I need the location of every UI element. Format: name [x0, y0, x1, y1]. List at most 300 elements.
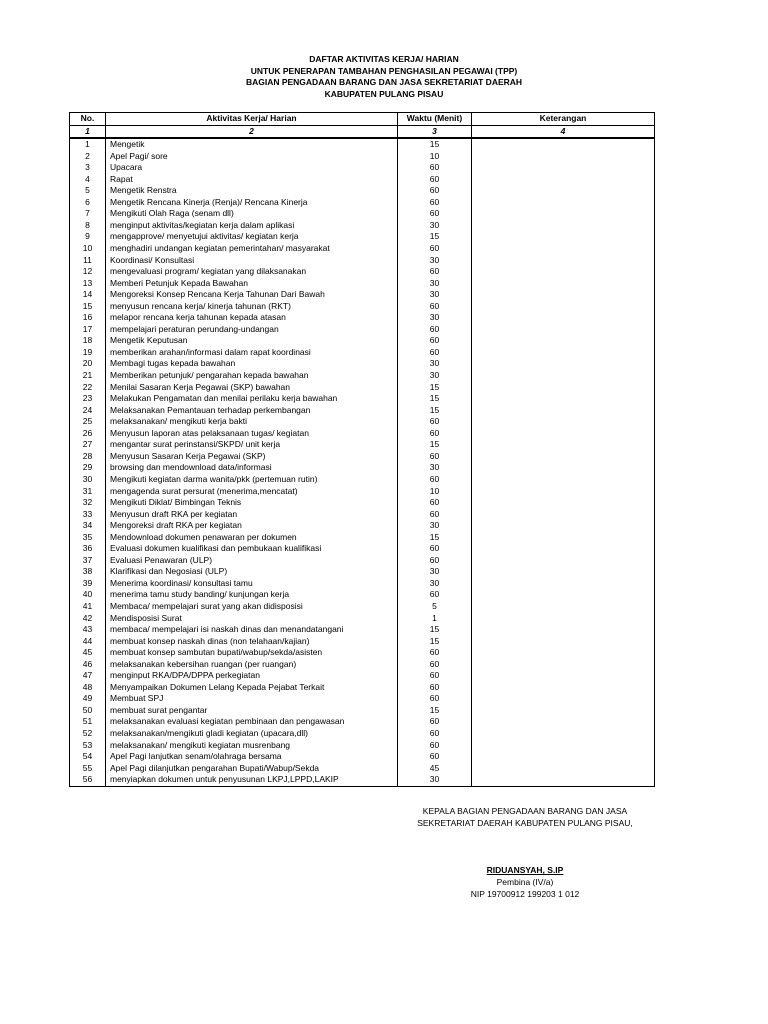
table-row — [70, 138, 655, 151]
row-remark — [472, 474, 655, 486]
row-duration: 60 — [398, 474, 472, 486]
row-number: 1 — [70, 138, 106, 151]
table-row — [70, 208, 655, 220]
row-remark — [472, 439, 655, 451]
activity-table — [69, 112, 655, 787]
row-activity: Melaksanakan Pemantauan terhadap perkembangan — [106, 405, 398, 417]
row-duration: 60 — [398, 543, 472, 555]
table-row — [70, 497, 655, 509]
table-row — [70, 185, 655, 197]
row-remark — [472, 370, 655, 382]
signature-position-line-2: SEKRETARIAT DAERAH KABUPATEN PULANG PISAU, — [417, 818, 633, 828]
table-row — [70, 347, 655, 359]
table-row — [70, 566, 655, 578]
row-remark — [472, 636, 655, 648]
row-duration: 30 — [398, 255, 472, 267]
row-activity: menginput RKA/DPA/DPPA perkegiatan — [106, 670, 398, 682]
row-duration: 60 — [398, 335, 472, 347]
row-remark — [472, 405, 655, 417]
row-duration: 60 — [398, 659, 472, 671]
row-activity: Rapat — [106, 174, 398, 186]
signatory-name: RIDUANSYAH, S.IP — [486, 865, 564, 875]
row-remark — [472, 774, 655, 786]
table-row — [70, 589, 655, 601]
signatory-nip: NIP 19700912 199203 1 012 — [470, 889, 580, 899]
table-body — [70, 138, 655, 786]
row-number: 47 — [70, 670, 106, 682]
row-duration: 15 — [398, 705, 472, 717]
table-row — [70, 693, 655, 705]
row-activity: Evaluasi Penawaran (ULP) — [106, 555, 398, 567]
table-row — [70, 705, 655, 717]
table-row — [70, 716, 655, 728]
row-number: 42 — [70, 613, 106, 625]
row-remark — [472, 659, 655, 671]
row-number: 46 — [70, 659, 106, 671]
row-remark — [472, 613, 655, 625]
signature-block — [395, 805, 655, 829]
row-remark — [472, 289, 655, 301]
table-row — [70, 763, 655, 775]
row-remark — [472, 740, 655, 752]
row-duration: 15 — [398, 624, 472, 636]
row-number: 20 — [70, 358, 106, 370]
column-header-keterangan: Keterangan — [472, 113, 655, 126]
row-duration: 10 — [398, 151, 472, 163]
column-number-2: 2 — [106, 125, 398, 138]
row-activity: Mengetik Rencana Kinerja (Renja)/ Rencana Kinerja — [106, 197, 398, 209]
row-duration: 15 — [398, 393, 472, 405]
row-remark — [472, 382, 655, 394]
row-number: 36 — [70, 543, 106, 555]
row-remark — [472, 497, 655, 509]
row-duration: 60 — [398, 416, 472, 428]
row-remark — [472, 347, 655, 359]
row-number: 49 — [70, 693, 106, 705]
table-row — [70, 428, 655, 440]
row-activity: Mengikuti Diklat/ Bimbingan Teknis — [106, 497, 398, 509]
table-row — [70, 647, 655, 659]
row-number: 54 — [70, 751, 106, 763]
row-remark — [472, 324, 655, 336]
row-number: 40 — [70, 589, 106, 601]
table-row — [70, 393, 655, 405]
row-duration: 60 — [398, 716, 472, 728]
row-remark — [472, 174, 655, 186]
table-row — [70, 231, 655, 243]
row-duration: 60 — [398, 670, 472, 682]
table-row — [70, 543, 655, 555]
row-remark — [472, 197, 655, 209]
table-row — [70, 416, 655, 428]
column-number-4: 4 — [472, 125, 655, 138]
row-remark — [472, 566, 655, 578]
row-duration: 60 — [398, 497, 472, 509]
row-activity: Memberikan petunjuk/ pengarahan kepada bawahan — [106, 370, 398, 382]
row-number: 41 — [70, 601, 106, 613]
table-row — [70, 151, 655, 163]
row-remark — [472, 416, 655, 428]
row-number: 15 — [70, 301, 106, 313]
row-duration: 60 — [398, 740, 472, 752]
row-remark — [472, 716, 655, 728]
row-number: 25 — [70, 416, 106, 428]
row-activity: Koordinasi/ Konsultasi — [106, 255, 398, 267]
row-duration: 60 — [398, 647, 472, 659]
row-activity: melapor rencana kerja tahunan kepada atasan — [106, 312, 398, 324]
row-remark — [472, 462, 655, 474]
row-remark — [472, 693, 655, 705]
row-number: 19 — [70, 347, 106, 359]
row-number: 3 — [70, 162, 106, 174]
row-duration: 60 — [398, 162, 472, 174]
row-activity: Upacara — [106, 162, 398, 174]
row-activity: Membaca/ mempelajari surat yang akan didisposisi — [106, 601, 398, 613]
row-number: 37 — [70, 555, 106, 567]
row-activity: membuat konsep naskah dinas (non telahaan/kajian) — [106, 636, 398, 648]
row-number: 16 — [70, 312, 106, 324]
row-number: 52 — [70, 728, 106, 740]
row-number: 39 — [70, 578, 106, 590]
row-duration: 15 — [398, 231, 472, 243]
row-number: 18 — [70, 335, 106, 347]
row-number: 30 — [70, 474, 106, 486]
row-number: 32 — [70, 497, 106, 509]
row-remark — [472, 624, 655, 636]
row-duration: 30 — [398, 578, 472, 590]
table-row — [70, 751, 655, 763]
row-activity: Menyusun laporan atas pelaksanaan tugas/ kegiatan — [106, 428, 398, 440]
row-activity: melaksanakan kebersihan ruangan (per ruangan) — [106, 659, 398, 671]
row-remark — [472, 138, 655, 151]
row-duration: 60 — [398, 347, 472, 359]
row-activity: menerima tamu study banding/ kunjungan kerja — [106, 589, 398, 601]
row-activity: melaksanakan evaluasi kegiatan pembinaan dan pengawasan — [106, 716, 398, 728]
row-activity: membaca/ mempelajari isi naskah dinas dan menandatangani — [106, 624, 398, 636]
row-activity: Mengoreksi Konsep Rencana Kerja Tahunan Dari Bawah — [106, 289, 398, 301]
row-remark — [472, 705, 655, 717]
row-remark — [472, 208, 655, 220]
table-row — [70, 382, 655, 394]
table-row — [70, 520, 655, 532]
title-line-2: UNTUK PENERAPAN TAMBAHAN PENGHASILAN PEGAWAI (TPP) — [250, 65, 518, 76]
row-remark — [472, 451, 655, 463]
signatory-rank: Pembina (IV/a) — [496, 877, 554, 887]
row-number: 8 — [70, 220, 106, 232]
row-duration: 60 — [398, 324, 472, 336]
table-row — [70, 532, 655, 544]
row-number: 4 — [70, 174, 106, 186]
table-row — [70, 220, 655, 232]
table-row — [70, 289, 655, 301]
row-activity: mengapprove/ menyetujui aktivitas/ kegiatan kerja — [106, 231, 398, 243]
row-duration: 30 — [398, 462, 472, 474]
row-remark — [472, 486, 655, 498]
row-duration: 5 — [398, 601, 472, 613]
row-activity: mengantar surat perinstansi/SKPD/ unit kerja — [106, 439, 398, 451]
table-row — [70, 312, 655, 324]
row-activity: Melakukan Pengamatan dan menilai perilaku kerja bawahan — [106, 393, 398, 405]
row-duration: 60 — [398, 208, 472, 220]
table-row — [70, 774, 655, 786]
table-row — [70, 728, 655, 740]
row-number: 14 — [70, 289, 106, 301]
row-remark — [472, 578, 655, 590]
row-remark — [472, 670, 655, 682]
row-activity: melaksanakan/ mengikuti kegiatan musrenbang — [106, 740, 398, 752]
row-activity: menginput aktivitas/kegiatan kerja dalam aplikasi — [106, 220, 398, 232]
row-activity: Mengetik — [106, 138, 398, 151]
table-row — [70, 578, 655, 590]
row-activity: Menyusun draft RKA per kegiatan — [106, 509, 398, 521]
row-duration: 60 — [398, 174, 472, 186]
column-header-aktivitas: Aktivitas Kerja/ Harian — [106, 113, 398, 126]
row-duration: 60 — [398, 428, 472, 440]
signatory-block — [395, 864, 655, 900]
row-activity: Mengikuti Olah Raga (senam dll) — [106, 208, 398, 220]
row-remark — [472, 393, 655, 405]
row-number: 6 — [70, 197, 106, 209]
row-number: 27 — [70, 439, 106, 451]
title-line-4: KABUPATEN PULANG PISAU — [324, 89, 444, 100]
row-activity: Evaluasi dokumen kualifikasi dan pembukaan kualifikasi — [106, 543, 398, 555]
table-row — [70, 255, 655, 267]
table-row — [70, 670, 655, 682]
row-activity: Mendownload dokumen penawaran per dokumen — [106, 532, 398, 544]
table-row — [70, 474, 655, 486]
row-activity: melaksanakan/ mengikuti kerja bakti — [106, 416, 398, 428]
row-number: 11 — [70, 255, 106, 267]
row-duration: 60 — [398, 555, 472, 567]
row-duration: 60 — [398, 266, 472, 278]
table-row — [70, 278, 655, 290]
table-row — [70, 405, 655, 417]
row-number: 51 — [70, 716, 106, 728]
row-duration: 15 — [398, 636, 472, 648]
row-remark — [472, 220, 655, 232]
row-remark — [472, 312, 655, 324]
row-activity: membuat surat pengantar — [106, 705, 398, 717]
row-duration: 30 — [398, 370, 472, 382]
table-row — [70, 162, 655, 174]
row-duration: 30 — [398, 358, 472, 370]
row-remark — [472, 520, 655, 532]
row-number: 34 — [70, 520, 106, 532]
row-activity: Apel Pagi/ sore — [106, 151, 398, 163]
row-activity: Mengetik Keputusan — [106, 335, 398, 347]
table-row — [70, 624, 655, 636]
row-remark — [472, 162, 655, 174]
row-remark — [472, 185, 655, 197]
document-title — [0, 54, 768, 101]
row-activity: Mengikuti kegiatan darma wanita/pkk (pertemuan rutin) — [106, 474, 398, 486]
row-duration: 1 — [398, 613, 472, 625]
row-number: 12 — [70, 266, 106, 278]
signature-position-line-1: KEPALA BAGIAN PENGADAAN BARANG DAN JASA — [422, 806, 628, 816]
table-row — [70, 682, 655, 694]
row-duration: 15 — [398, 405, 472, 417]
row-activity: memberikan arahan/informasi dalam rapat koordinasi — [106, 347, 398, 359]
table-row — [70, 324, 655, 336]
row-activity: Menerima koordinasi/ konsultasi tamu — [106, 578, 398, 590]
table-column-number-row — [70, 125, 655, 138]
table-header-row — [70, 113, 655, 126]
row-activity: membuat konsep sambutan bupati/wabup/sekda/asisten — [106, 647, 398, 659]
row-duration: 60 — [398, 243, 472, 255]
column-number-3: 3 — [398, 125, 472, 138]
row-activity: Menyampaikan Dokumen Lelang Kepada Pejabat Terkait — [106, 682, 398, 694]
row-remark — [472, 751, 655, 763]
row-duration: 30 — [398, 774, 472, 786]
row-number: 26 — [70, 428, 106, 440]
row-remark — [472, 601, 655, 613]
table-row — [70, 301, 655, 313]
row-number: 31 — [70, 486, 106, 498]
row-number: 55 — [70, 763, 106, 775]
row-number: 38 — [70, 566, 106, 578]
row-duration: 60 — [398, 451, 472, 463]
table-row — [70, 555, 655, 567]
row-duration: 30 — [398, 289, 472, 301]
table-row — [70, 601, 655, 613]
row-remark — [472, 589, 655, 601]
title-line-1: DAFTAR AKTIVITAS KERJA/ HARIAN — [309, 54, 459, 64]
row-duration: 15 — [398, 439, 472, 451]
row-activity: Apel Pagi lanjutkan senam/olahraga bersama — [106, 751, 398, 763]
table-row — [70, 509, 655, 521]
row-number: 13 — [70, 278, 106, 290]
table-row — [70, 358, 655, 370]
row-duration: 30 — [398, 520, 472, 532]
row-activity: Mengetik Renstra — [106, 185, 398, 197]
table-row — [70, 197, 655, 209]
row-duration: 30 — [398, 220, 472, 232]
row-duration: 60 — [398, 682, 472, 694]
row-activity: Klarifikasi dan Negosiasi (ULP) — [106, 566, 398, 578]
row-activity: mempelajari peraturan perundang-undangan — [106, 324, 398, 336]
row-remark — [472, 335, 655, 347]
row-number: 45 — [70, 647, 106, 659]
row-number: 5 — [70, 185, 106, 197]
row-number: 9 — [70, 231, 106, 243]
row-number: 23 — [70, 393, 106, 405]
row-duration: 30 — [398, 566, 472, 578]
row-number: 22 — [70, 382, 106, 394]
row-activity: mengagenda surat persurat (menerima,mencatat) — [106, 486, 398, 498]
row-activity: Menilai Sasaran Kerja Pegawai (SKP) bawahan — [106, 382, 398, 394]
row-activity: Menyusun Sasaran Kerja Pegawai (SKP) — [106, 451, 398, 463]
table-row — [70, 740, 655, 752]
row-activity: menyiapkan dokumen untuk penyusunan LKPJ,LPPD,LAKIP — [106, 774, 398, 786]
table-row — [70, 462, 655, 474]
table-row — [70, 613, 655, 625]
row-duration: 60 — [398, 728, 472, 740]
table-row — [70, 659, 655, 671]
row-remark — [472, 682, 655, 694]
row-duration: 10 — [398, 486, 472, 498]
row-activity: Mendisposisi Surat — [106, 613, 398, 625]
row-remark — [472, 266, 655, 278]
row-remark — [472, 151, 655, 163]
row-number: 48 — [70, 682, 106, 694]
row-number: 43 — [70, 624, 106, 636]
row-activity: browsing dan mendownload data/informasi — [106, 462, 398, 474]
row-remark — [472, 543, 655, 555]
row-number: 24 — [70, 405, 106, 417]
row-duration: 60 — [398, 509, 472, 521]
table-row — [70, 266, 655, 278]
row-remark — [472, 301, 655, 313]
table-row — [70, 335, 655, 347]
row-duration: 15 — [398, 532, 472, 544]
row-remark — [472, 243, 655, 255]
row-remark — [472, 278, 655, 290]
row-number: 53 — [70, 740, 106, 752]
row-remark — [472, 763, 655, 775]
row-duration: 45 — [398, 763, 472, 775]
row-duration: 15 — [398, 382, 472, 394]
row-duration: 60 — [398, 751, 472, 763]
row-activity: Memberi Petunjuk Kepada Bawahan — [106, 278, 398, 290]
row-duration: 30 — [398, 278, 472, 290]
row-number: 21 — [70, 370, 106, 382]
column-number-1: 1 — [70, 125, 106, 138]
table-row — [70, 486, 655, 498]
row-number: 44 — [70, 636, 106, 648]
column-header-waktu: Waktu (Menit) — [398, 113, 472, 126]
table-row — [70, 370, 655, 382]
row-duration: 60 — [398, 589, 472, 601]
row-duration: 60 — [398, 693, 472, 705]
row-remark — [472, 255, 655, 267]
row-number: 10 — [70, 243, 106, 255]
row-number: 17 — [70, 324, 106, 336]
row-activity: mengevaluasi program/ kegiatan yang dilaksanakan — [106, 266, 398, 278]
row-number: 33 — [70, 509, 106, 521]
row-remark — [472, 555, 655, 567]
column-header-no: No. — [70, 113, 106, 126]
row-remark — [472, 428, 655, 440]
row-number: 29 — [70, 462, 106, 474]
row-activity: Mengoreksi draft RKA per kegiatan — [106, 520, 398, 532]
row-number: 56 — [70, 774, 106, 786]
row-remark — [472, 647, 655, 659]
row-activity: Apel Pagi dilanjutkan pengarahan Bupati/Wabup/Sekda — [106, 763, 398, 775]
row-duration: 60 — [398, 301, 472, 313]
table-row — [70, 174, 655, 186]
table-row — [70, 451, 655, 463]
title-line-3: BAGIAN PENGADAAN BARANG DAN JASA SEKRETARIAT DAERAH — [245, 77, 523, 88]
row-duration: 30 — [398, 312, 472, 324]
row-duration: 15 — [398, 138, 472, 151]
row-activity: melaksanakan/mengikuti gladi kegiatan (upacara,dll) — [106, 728, 398, 740]
row-number: 50 — [70, 705, 106, 717]
row-activity: menyusun rencana kerja/ kinerja tahunan (RKT) — [106, 301, 398, 313]
row-number: 28 — [70, 451, 106, 463]
row-remark — [472, 728, 655, 740]
row-number: 2 — [70, 151, 106, 163]
row-number: 7 — [70, 208, 106, 220]
row-activity: Membagi tugas kepada bawahan — [106, 358, 398, 370]
row-remark — [472, 532, 655, 544]
row-activity: menghadiri undangan kegiatan pemerintahan/ masyarakat — [106, 243, 398, 255]
row-number: 35 — [70, 532, 106, 544]
table-row — [70, 439, 655, 451]
table-row — [70, 636, 655, 648]
row-activity: Membuat SPJ — [106, 693, 398, 705]
row-duration: 60 — [398, 197, 472, 209]
row-remark — [472, 509, 655, 521]
